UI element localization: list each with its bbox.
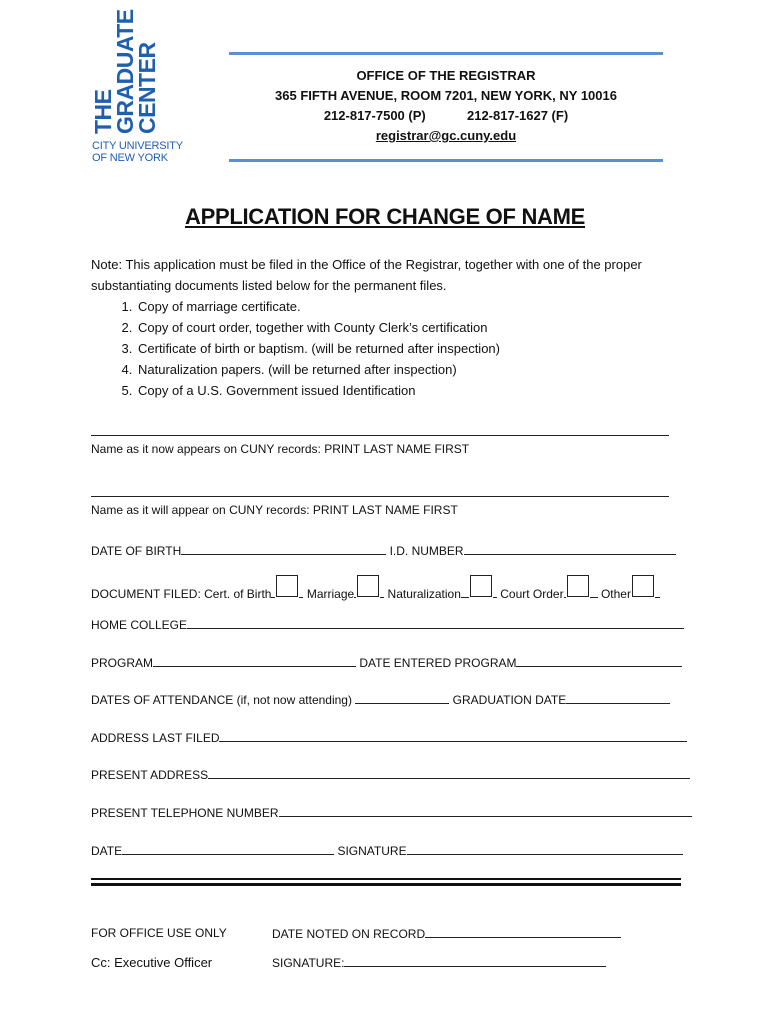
graduate-center-logo bbox=[78, 9, 188, 176]
logo-wordmark bbox=[78, 9, 166, 136]
document-list bbox=[91, 296, 691, 401]
present-phone-label: PRESENT TELEPHONE NUMBER bbox=[91, 806, 279, 820]
doc-marriage-label: Marriage bbox=[306, 587, 355, 601]
logo-subtitle bbox=[92, 140, 183, 164]
note-intro: Note: This application must be filed in the Office of the Registrar, together with one of the proper substantiating documents listed below for the permanent files. bbox=[91, 257, 642, 293]
address-last-row bbox=[91, 730, 687, 745]
present-phone-row bbox=[91, 805, 692, 820]
present-address-input[interactable] bbox=[208, 767, 690, 779]
date-signature-row bbox=[91, 843, 683, 858]
logo-line-graduate: GRADUATE bbox=[112, 9, 138, 134]
office-signature-row bbox=[272, 955, 606, 970]
present-address-label: PRESENT ADDRESS bbox=[91, 768, 209, 782]
marriage-checkbox[interactable] bbox=[357, 575, 379, 597]
office-name: OFFICE OF THE REGISTRAR bbox=[356, 68, 536, 83]
logo-sub-line2: OF NEW YORK bbox=[92, 152, 168, 164]
office-signature-input[interactable] bbox=[344, 955, 606, 967]
office-signature-label: SIGNATURE: bbox=[272, 956, 345, 970]
separator-thin bbox=[91, 878, 681, 880]
signature-label: SIGNATURE bbox=[337, 844, 407, 858]
id-number-input[interactable] bbox=[464, 543, 676, 555]
birth-checkbox[interactable] bbox=[276, 575, 298, 597]
doc-other-label: Other bbox=[600, 587, 631, 601]
doc-court-label: Court Order bbox=[500, 587, 564, 601]
name-will-label: Name as it will appear on CUNY records: PRINT LAST NAME FIRST bbox=[91, 503, 458, 517]
attendance-label: DATES OF ATTENDANCE (if, not now attending) bbox=[91, 693, 352, 707]
name-now-line[interactable] bbox=[91, 435, 669, 436]
program-input[interactable] bbox=[153, 655, 356, 667]
home-college-row bbox=[91, 617, 684, 632]
header-bottom-rule bbox=[229, 159, 663, 162]
logo-line-center: CENTER bbox=[134, 42, 160, 134]
dob-input[interactable] bbox=[181, 543, 386, 555]
document-list-item: 2. Copy of court order, together with County Clerk’s certification bbox=[136, 317, 691, 338]
address-last-input[interactable] bbox=[219, 730, 687, 742]
phone-row bbox=[229, 106, 663, 126]
graduation-input[interactable] bbox=[566, 692, 670, 704]
attendance-input[interactable] bbox=[355, 692, 449, 704]
date-noted-input[interactable] bbox=[425, 926, 621, 938]
address-last-label: ADDRESS LAST FILED bbox=[91, 731, 220, 745]
document-filed-row bbox=[91, 579, 660, 601]
date-noted-label: DATE NOTED ON RECORD bbox=[272, 927, 426, 941]
document-list-item: 5. Copy of a U.S. Government issued Identification bbox=[136, 380, 691, 401]
doc-naturalization-label: Naturalization bbox=[387, 587, 461, 601]
id-number-label: I.D. NUMBER bbox=[389, 544, 464, 558]
form-title: APPLICATION FOR CHANGE OF NAME bbox=[184, 204, 586, 229]
home-college-label: HOME COLLEGE bbox=[91, 618, 188, 632]
signature-input[interactable] bbox=[407, 843, 683, 855]
present-phone-input[interactable] bbox=[279, 805, 692, 817]
document-list-item: 1. Copy of marriage certificate. bbox=[136, 296, 691, 317]
date-label: DATE bbox=[91, 844, 123, 858]
document-list-item: 3. Certificate of birth or baptism. (will be returned after inspection) bbox=[136, 338, 691, 359]
other-checkbox[interactable] bbox=[632, 575, 654, 597]
phone-number: 212-817-7500 (P) bbox=[323, 108, 426, 123]
date-input[interactable] bbox=[122, 843, 334, 855]
date-noted-row bbox=[272, 926, 621, 941]
office-use-label: FOR OFFICE USE ONLY bbox=[91, 926, 227, 940]
date-entered-label: DATE ENTERED PROGRAM bbox=[359, 656, 517, 670]
logo-line-the: THE bbox=[90, 89, 116, 134]
cc-label: Cc: Executive Officer bbox=[91, 955, 213, 970]
registrar-header bbox=[229, 66, 663, 146]
dob-label: DATE OF BIRTH bbox=[91, 544, 182, 558]
fax-number: 212-817-1627 (F) bbox=[466, 108, 569, 123]
dob-row bbox=[91, 543, 676, 558]
office-address: 365 FIFTH AVENUE, ROOM 7201, NEW YORK, NY 10016 bbox=[275, 88, 617, 103]
email-link[interactable]: registrar@gc.cuny.edu bbox=[375, 128, 517, 143]
document-list-item: 4. Naturalization papers. (will be returned after inspection) bbox=[136, 359, 691, 380]
header-top-rule bbox=[229, 52, 663, 55]
instructions-note bbox=[91, 254, 691, 401]
date-entered-input[interactable] bbox=[516, 655, 682, 667]
name-now-label: Name as it now appears on CUNY records: PRINT LAST NAME FIRST bbox=[91, 442, 470, 456]
naturalization-checkbox[interactable] bbox=[470, 575, 492, 597]
program-row bbox=[91, 655, 682, 670]
name-will-line[interactable] bbox=[91, 496, 669, 497]
home-college-input[interactable] bbox=[187, 617, 684, 629]
attendance-row bbox=[91, 692, 670, 707]
logo-sub-line1: CITY UNIVERSITY bbox=[92, 140, 183, 152]
program-label: PROGRAM bbox=[91, 656, 154, 670]
separator-thick bbox=[91, 883, 681, 886]
court-order-checkbox[interactable] bbox=[567, 575, 589, 597]
present-address-row bbox=[91, 767, 690, 782]
graduation-label: GRADUATION DATE bbox=[452, 693, 567, 707]
doc-birth-label: DOCUMENT FILED: Cert. of Birth bbox=[91, 587, 272, 601]
